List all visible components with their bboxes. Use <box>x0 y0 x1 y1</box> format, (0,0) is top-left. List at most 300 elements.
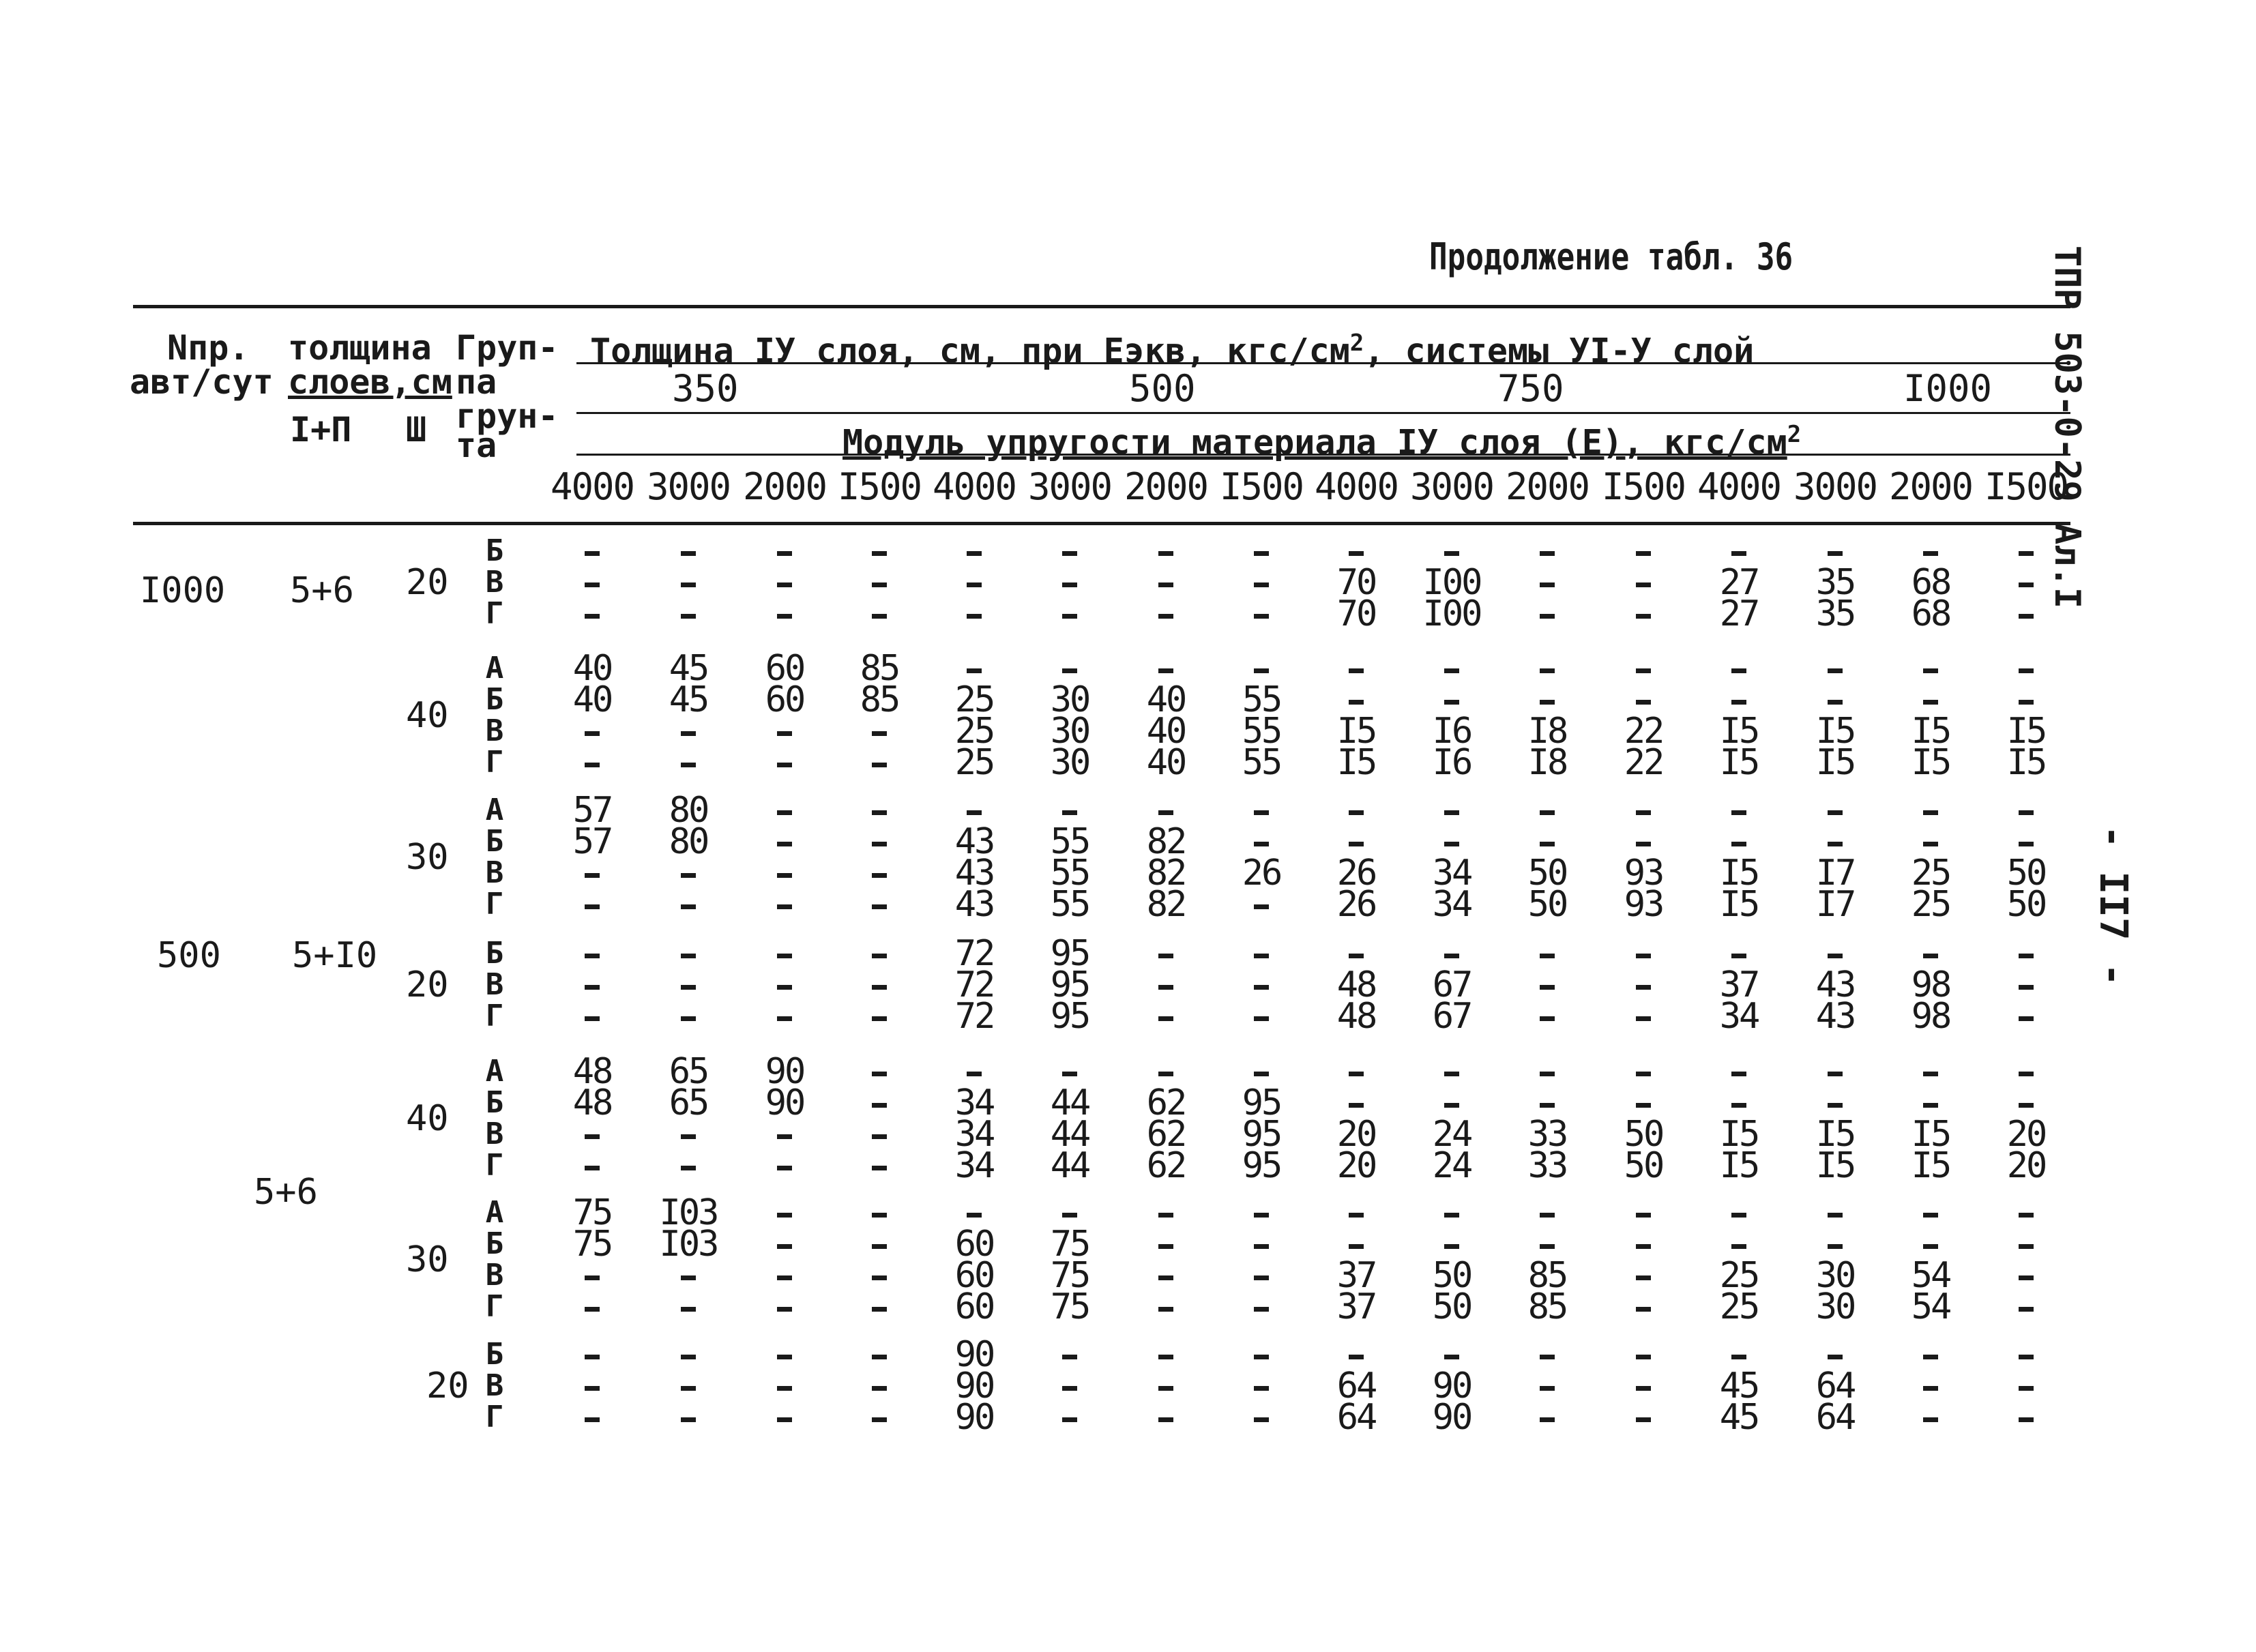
table-cell <box>1606 1056 1681 1087</box>
table-cell <box>1128 1228 1203 1260</box>
table-cell <box>1510 1339 1585 1370</box>
dash-mark <box>1636 1386 1651 1391</box>
thickness-title <box>590 326 1755 371</box>
table-cell <box>555 1260 630 1291</box>
table-cell: 50 <box>1527 884 1567 925</box>
dash-mark <box>1254 1355 1269 1359</box>
dash-mark <box>1062 614 1077 619</box>
dash-mark <box>777 582 792 587</box>
table-cell <box>555 535 630 567</box>
table-cell <box>747 567 822 598</box>
table-cell: 82 <box>1146 853 1186 894</box>
layer3-thickness: 20 <box>426 1366 469 1406</box>
table-cell <box>1989 1001 2064 1032</box>
dash-mark <box>1444 954 1459 958</box>
dash-mark <box>1636 582 1651 587</box>
dash-mark <box>681 904 696 909</box>
dash-mark <box>1923 1386 1938 1391</box>
dash-mark <box>1731 700 1746 705</box>
layers-1000: 5+6 <box>290 570 354 611</box>
table-cell <box>1032 598 1107 630</box>
table-cell: 70 <box>1336 562 1376 603</box>
table-cell <box>842 938 917 969</box>
modulus-title <box>843 417 1801 460</box>
table-cell: 54 <box>1911 1286 1950 1327</box>
table-cell <box>842 1228 917 1260</box>
dash-mark <box>872 1244 887 1249</box>
dash-mark <box>1254 1386 1269 1391</box>
dash-mark <box>1158 1244 1173 1249</box>
dash-mark <box>585 954 600 958</box>
dash-mark <box>2019 614 2034 619</box>
dash-mark <box>872 1103 887 1108</box>
table-cell <box>1701 795 1776 826</box>
layers-header-2: слоев,см <box>288 362 452 402</box>
table-cell: 48 <box>572 1082 612 1123</box>
dash-mark <box>1062 551 1077 556</box>
table-cell: 55 <box>1242 679 1281 720</box>
table-cell <box>1224 795 1299 826</box>
table-cell: 57 <box>572 821 612 862</box>
table-cell <box>1893 795 1968 826</box>
table-cell <box>937 535 1012 567</box>
table-top-rule <box>133 305 2070 308</box>
dash-mark <box>1158 810 1173 815</box>
table-cell <box>747 535 822 567</box>
document-code: ТПР 503-0-29 Ал.I <box>2047 246 2087 609</box>
dash-mark <box>1636 1103 1651 1108</box>
table-cell: 22 <box>1624 742 1663 783</box>
table-cell <box>1893 1339 1968 1370</box>
table-cell: 72 <box>954 964 994 1005</box>
table-cell: 35 <box>1815 593 1855 634</box>
table-cell <box>747 795 822 826</box>
table-cell: I6 <box>1432 711 1471 752</box>
soil-group-label: Б <box>485 824 504 859</box>
dash-mark <box>872 763 887 767</box>
dash-mark <box>1636 810 1651 815</box>
table-cell <box>1414 653 1489 684</box>
table-cell: 60 <box>765 648 804 689</box>
table-cell: 44 <box>1050 1082 1089 1123</box>
dash-mark <box>1158 1072 1173 1076</box>
dash-mark <box>681 1016 696 1021</box>
soil-group-label: Б <box>485 1337 504 1372</box>
dash-mark <box>1636 1355 1651 1359</box>
soil-group-label: Б <box>485 1085 504 1120</box>
table-cell: I8 <box>1527 711 1567 752</box>
dash-mark <box>777 1307 792 1312</box>
table-cell <box>1606 535 1681 567</box>
dash-mark <box>1158 668 1173 673</box>
layer3-thickness: 30 <box>406 1239 449 1280</box>
table-cell: 20 <box>2006 1145 2046 1186</box>
modulus-column-header: 4000 <box>1697 465 1781 508</box>
table-cell: 72 <box>954 933 994 974</box>
table-cell <box>842 598 917 630</box>
table-cell <box>1893 653 1968 684</box>
table-cell <box>1989 1402 2064 1433</box>
dash-mark <box>585 1355 600 1359</box>
table-cell <box>1128 1291 1203 1323</box>
dash-mark <box>1636 1275 1651 1280</box>
table-cell <box>747 716 822 747</box>
table-cell <box>1224 1197 1299 1228</box>
table-cell <box>842 1339 917 1370</box>
dash-mark <box>1254 668 1269 673</box>
table-cell <box>1224 567 1299 598</box>
ekv-500: 500 <box>1129 367 1196 410</box>
dash-mark <box>1731 954 1746 958</box>
dash-mark <box>585 551 600 556</box>
table-cell <box>1224 1370 1299 1402</box>
dash-mark <box>1254 582 1269 587</box>
dash-mark <box>1540 1213 1555 1218</box>
soil-group-label: Г <box>485 596 504 631</box>
dash-mark <box>2019 1103 2034 1108</box>
dash-mark <box>681 1166 696 1170</box>
table-cell: 45 <box>1719 1397 1759 1438</box>
dash-mark <box>585 1016 600 1021</box>
dash-mark <box>1158 551 1173 556</box>
dash-mark <box>1923 700 1938 705</box>
layers-500-a: 5+I0 <box>292 935 378 976</box>
table-cell: I5 <box>1815 742 1855 783</box>
dash-mark <box>1636 1016 1651 1021</box>
modulus-column-header: 2000 <box>1888 465 1973 508</box>
table-cell: 55 <box>1050 853 1089 894</box>
table-cell: I03 <box>659 1192 718 1233</box>
dash-mark <box>1540 985 1555 990</box>
table-cell <box>842 795 917 826</box>
layer3-thickness: 30 <box>406 837 449 878</box>
dash-mark <box>2019 1072 2034 1076</box>
table-cell <box>1032 1339 1107 1370</box>
dash-mark <box>1062 1072 1077 1076</box>
table-cell <box>1701 1056 1776 1087</box>
table-cell: 25 <box>1911 853 1950 894</box>
dash-mark <box>1828 1103 1843 1108</box>
dash-mark <box>2019 1386 2034 1391</box>
dash-mark <box>967 810 982 815</box>
table-cell <box>651 1260 726 1291</box>
dash-mark <box>585 985 600 990</box>
soil-group-header-3: грун- <box>456 396 559 436</box>
table-cell <box>842 1087 917 1119</box>
table-cell <box>555 747 630 778</box>
dash-mark <box>967 551 982 556</box>
modulus-header-rule <box>576 412 2070 414</box>
dash-mark <box>872 551 887 556</box>
dash-mark <box>1254 1307 1269 1312</box>
table-cell: I5 <box>1911 711 1950 752</box>
table-cell <box>842 535 917 567</box>
table-cell: 25 <box>1719 1255 1759 1296</box>
soil-group-header-2: па <box>456 362 497 402</box>
table-cell <box>1989 969 2064 1001</box>
dash-mark <box>2019 1417 2034 1422</box>
dash-mark <box>1062 810 1077 815</box>
table-cell <box>555 1402 630 1433</box>
table-cell <box>1032 1370 1107 1402</box>
dash-mark <box>681 763 696 767</box>
dash-mark <box>1923 954 1938 958</box>
table-cell <box>1224 1228 1299 1260</box>
layer3-thickness: 20 <box>406 562 449 603</box>
table-cell <box>1510 1056 1585 1087</box>
table-cell <box>1606 567 1681 598</box>
modulus-column-header: I500 <box>837 465 922 508</box>
dash-mark <box>872 1072 887 1076</box>
table-header-bottom-rule <box>133 522 2070 525</box>
table-cell: 82 <box>1146 821 1186 862</box>
table-cell <box>1510 1370 1585 1402</box>
dash-mark <box>1731 1355 1746 1359</box>
dash-mark <box>967 1213 982 1218</box>
dash-mark <box>1349 700 1364 705</box>
table-cell: 93 <box>1624 853 1663 894</box>
table-cell: 45 <box>669 648 708 689</box>
thickness-title-sup: 2 <box>1349 329 1364 357</box>
dash-mark <box>777 731 792 736</box>
table-cell: 85 <box>860 679 899 720</box>
table-cell <box>747 1119 822 1150</box>
dash-mark <box>1923 810 1938 815</box>
dash-mark <box>585 1134 600 1139</box>
table-cell: 26 <box>1242 853 1281 894</box>
traffic-header-1: Nпр. <box>167 328 250 368</box>
table-cell: 20 <box>1336 1114 1376 1155</box>
table-cell <box>555 1291 630 1323</box>
dash-mark <box>2019 551 2034 556</box>
dash-mark <box>1158 1016 1173 1021</box>
dash-mark <box>1731 842 1746 846</box>
table-cell: 30 <box>1815 1255 1855 1296</box>
table-cell: 62 <box>1146 1082 1186 1123</box>
dash-mark <box>777 1016 792 1021</box>
table-cell: I5 <box>1815 1114 1855 1155</box>
table-cell <box>1414 795 1489 826</box>
table-cell: 90 <box>954 1397 994 1438</box>
modulus-title-text: Модуль упругости материала IУ слоя (Е), кгс/см <box>843 422 1787 462</box>
table-cell <box>1510 1197 1585 1228</box>
table-cell <box>842 1197 917 1228</box>
table-cell <box>1128 1197 1203 1228</box>
dash-mark <box>1062 668 1077 673</box>
table-cell: 60 <box>954 1286 994 1327</box>
dash-mark <box>1923 1213 1938 1218</box>
table-cell: 85 <box>1527 1255 1567 1296</box>
table-cell <box>1319 1056 1394 1087</box>
table-cell: 95 <box>1050 933 1089 974</box>
dash-mark <box>872 985 887 990</box>
dash-mark <box>1828 700 1843 705</box>
table-cell <box>1798 795 1873 826</box>
dash-mark <box>585 763 600 767</box>
table-cell <box>747 969 822 1001</box>
dash-mark <box>1349 1355 1364 1359</box>
table-cell <box>1989 1339 2064 1370</box>
modulus-column-header: 4000 <box>1314 465 1398 508</box>
dash-mark <box>1349 842 1364 846</box>
table-cell: 27 <box>1719 593 1759 634</box>
table-cell <box>842 969 917 1001</box>
dash-mark <box>2019 1244 2034 1249</box>
table-cell: 25 <box>1911 884 1950 925</box>
dash-mark <box>967 668 982 673</box>
ekv-1000: I000 <box>1903 367 1993 410</box>
dash-mark <box>1731 1244 1746 1249</box>
table-cell: 34 <box>954 1114 994 1155</box>
table-cell <box>555 716 630 747</box>
dash-mark <box>1540 1417 1555 1422</box>
dash-mark <box>872 1386 887 1391</box>
dash-mark <box>1254 1213 1269 1218</box>
table-cell: I5 <box>1336 742 1376 783</box>
dash-mark <box>585 904 600 909</box>
table-cell <box>1606 1001 1681 1032</box>
dash-mark <box>1731 1072 1746 1076</box>
dash-mark <box>2019 1213 2034 1218</box>
table-cell: 80 <box>669 790 708 831</box>
table-cell <box>651 1402 726 1433</box>
table-cell: 95 <box>1050 964 1089 1005</box>
dash-mark <box>777 763 792 767</box>
layers-sub-1-2: I+П <box>290 410 352 449</box>
dash-mark <box>681 1307 696 1312</box>
table-cell <box>651 535 726 567</box>
traffic-header-2: авт/сут <box>130 362 274 402</box>
table-cell <box>747 598 822 630</box>
table-cell: 75 <box>572 1192 612 1233</box>
table-cell: 95 <box>1242 1082 1281 1123</box>
table-cell: I7 <box>1815 853 1855 894</box>
table-cell: I5 <box>1815 711 1855 752</box>
table-cell <box>1893 1197 1968 1228</box>
table-cell <box>1414 1056 1489 1087</box>
dash-mark <box>1731 810 1746 815</box>
dash-mark <box>1636 985 1651 990</box>
soil-group-label: А <box>485 1195 504 1230</box>
dash-mark <box>1254 551 1269 556</box>
table-cell <box>842 1056 917 1087</box>
table-cell <box>555 1001 630 1032</box>
table-cell <box>1606 653 1681 684</box>
table-cell <box>1701 653 1776 684</box>
dash-mark <box>1158 1355 1173 1359</box>
table-cell: 50 <box>2006 884 2046 925</box>
table-cell: 65 <box>669 1082 708 1123</box>
table-cell <box>747 826 822 857</box>
table-cell: 40 <box>572 679 612 720</box>
table-cell <box>747 1001 822 1032</box>
table-cell <box>842 1370 917 1402</box>
table-cell <box>1606 1197 1681 1228</box>
table-cell: I8 <box>1527 742 1567 783</box>
dash-mark <box>585 873 600 878</box>
table-cell <box>555 1370 630 1402</box>
dash-mark <box>1444 1355 1459 1359</box>
table-cell: 75 <box>572 1224 612 1265</box>
table-cell <box>1606 1291 1681 1323</box>
soil-group-label: Г <box>485 1148 504 1183</box>
table-cell: 48 <box>1336 964 1376 1005</box>
dash-mark <box>872 1213 887 1218</box>
layers-500-b: 5+6 <box>254 1172 318 1213</box>
table-cell <box>842 826 917 857</box>
dash-mark <box>777 614 792 619</box>
modulus-column-header: 3000 <box>1027 465 1112 508</box>
layer3-thickness: 20 <box>406 964 449 1005</box>
dash-mark <box>1923 1103 1938 1108</box>
dash-mark <box>1636 700 1651 705</box>
table-cell: 50 <box>1624 1145 1663 1186</box>
soil-group-label: Г <box>485 1289 504 1324</box>
table-cell: I6 <box>1432 742 1471 783</box>
dash-mark <box>1062 1386 1077 1391</box>
dash-mark <box>1254 1275 1269 1280</box>
table-cell <box>842 1119 917 1150</box>
table-cell: I00 <box>1422 562 1481 603</box>
dash-mark <box>2019 668 2034 673</box>
table-cell: 34 <box>1432 884 1471 925</box>
table-cell <box>1128 1260 1203 1291</box>
table-cell <box>1128 598 1203 630</box>
table-cell <box>651 567 726 598</box>
table-cell <box>1989 1370 2064 1402</box>
table-cell <box>651 1291 726 1323</box>
table-cell: I5 <box>1911 1114 1950 1155</box>
table-cell: 45 <box>669 679 708 720</box>
dash-mark <box>1444 1213 1459 1218</box>
dash-mark <box>777 810 792 815</box>
table-cell: I5 <box>1911 742 1950 783</box>
table-cell: 24 <box>1432 1145 1471 1186</box>
dash-mark <box>681 731 696 736</box>
table-cell <box>1032 1402 1107 1433</box>
dash-mark <box>1923 1417 1938 1422</box>
table-cell: 62 <box>1146 1114 1186 1155</box>
dash-mark <box>872 1417 887 1422</box>
table-cell: 90 <box>954 1334 994 1375</box>
table-cell: 60 <box>954 1224 994 1265</box>
dash-mark <box>1158 1213 1173 1218</box>
dash-mark <box>2019 842 2034 846</box>
table-cell: 95 <box>1242 1114 1281 1155</box>
modulus-column-header: I500 <box>1219 465 1304 508</box>
dash-mark <box>2019 985 2034 990</box>
modulus-column-header: 3000 <box>646 465 731 508</box>
dash-mark <box>872 614 887 619</box>
table-cell <box>1510 1402 1585 1433</box>
table-cell: 37 <box>1719 964 1759 1005</box>
table-cell <box>555 938 630 969</box>
table-cell <box>842 857 917 889</box>
modulus-column-header: I500 <box>1601 465 1686 508</box>
table-cell <box>1128 969 1203 1001</box>
table-cell <box>651 969 726 1001</box>
dash-mark <box>585 1307 600 1312</box>
dash-mark <box>2019 810 2034 815</box>
table-cell: 40 <box>1146 679 1186 720</box>
table-cell <box>651 598 726 630</box>
dash-mark <box>1923 668 1938 673</box>
dash-mark <box>872 582 887 587</box>
dash-mark <box>1636 668 1651 673</box>
dash-mark <box>1158 985 1173 990</box>
traffic-500: 500 <box>157 935 221 976</box>
table-cell <box>1032 567 1107 598</box>
